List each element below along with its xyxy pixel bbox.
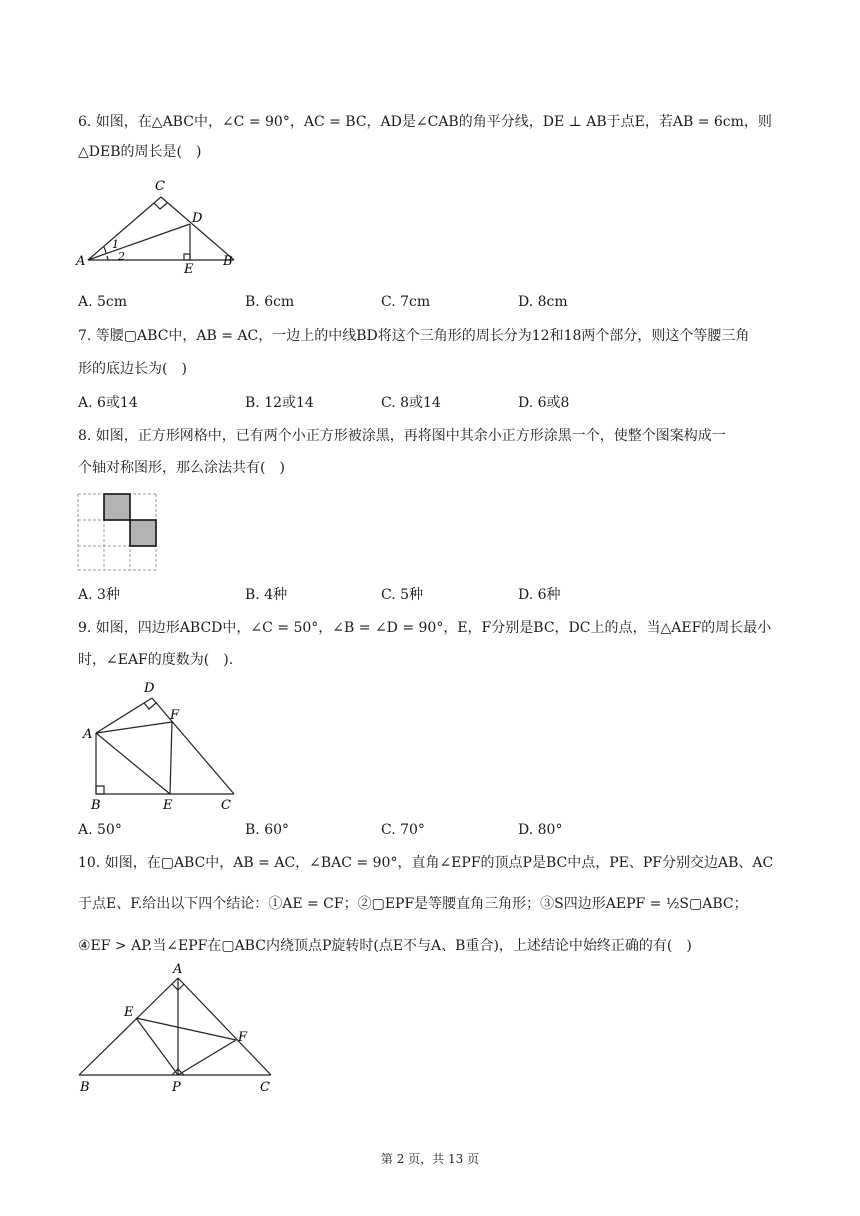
q10-label-a: A [173,962,183,977]
q10-label-p: P [172,1080,181,1095]
q6-label-d: D [192,211,203,226]
q8-shaded-square-2 [130,520,156,546]
q6-stem-line2: △DEB的周长是( ) [78,144,202,160]
q6-angle-1: 1 [112,238,119,251]
q6-label-e: E [184,262,194,276]
q6-angle-2: 2 [118,250,125,263]
q8-stem-line2: 个轴对称图形，那么涂法共有( ) [78,460,285,476]
q9-figure [76,678,246,814]
q8-option-b[interactable]: B. 4种 [245,587,288,603]
q9-option-d[interactable]: D. 80° [518,822,563,838]
q6-label-b: B [223,254,233,269]
q9-stem-line2: 时，∠EAF的度数为( ). [78,652,234,668]
q6-option-d[interactable]: D. 8cm [518,294,568,310]
q10-figure [72,960,284,1096]
q9-label-f: F [170,708,180,723]
q9-option-a[interactable]: A. 50° [78,822,122,838]
q7-stem-line1: 7. 等腰▢ABC中，AB = AC，一边上的中线BD将这个三角形的周长分为12和18两个部分，则这个等腰三角 [78,328,750,344]
q8-option-c[interactable]: C. 5种 [381,587,424,603]
q9-label-d: D [144,681,155,696]
q9-label-e: E [163,798,173,813]
q10-stem-line1: 10. 如图，在▢ABC中，AB = AC，∠BAC = 90°，直角∠EPF的顶点P是BC中点，PE、PF分别交边AB、AC [78,855,774,871]
q7-option-a[interactable]: A. 6或14 [78,395,138,411]
q6-option-b[interactable]: B. 6cm [245,294,295,310]
q6-stem-line1: 6. 如图，在△ABC中，∠C = 90°，AC = BC，AD是∠CAB的角平分线，DE ⊥ AB于点E，若AB = 6cm，则 [78,114,772,130]
q10-label-c: C [260,1080,270,1095]
q6-figure [74,176,244,276]
q7-stem-line2: 形的底边长为( ) [78,361,187,377]
q10-label-e: E [124,1005,134,1020]
q8-grid-figure [76,492,160,574]
q8-stem-line1: 8. 如图，正方形网格中，已有两个小正方形被涂黑，再将图中其余小正方形涂黑一个，使整个图案构成一 [78,428,726,444]
q9-label-a: A [83,727,93,742]
q6-label-a: A [76,254,86,269]
q9-label-c: C [221,798,231,813]
q6-option-c[interactable]: C. 7cm [381,294,431,310]
q7-option-c[interactable]: C. 8或14 [381,395,441,411]
q8-shaded-square-1 [104,494,130,520]
q9-option-c[interactable]: C. 70° [381,822,425,838]
page-footer: 第 2 页，共 13 页 [380,1152,480,1166]
q9-label-b: B [91,798,101,813]
q9-option-b[interactable]: B. 60° [245,822,290,838]
q8-option-d[interactable]: D. 6种 [518,587,561,603]
q6-label-c: C [155,179,165,194]
q10-stem-line2: 于点E、F.给出以下四个结论：①AE = CF；②▢EPF是等腰直角三角形；③S四边形AEPF = ½S▢ABC； [78,896,748,912]
q7-option-d[interactable]: D. 6或8 [518,395,570,411]
q10-stem-line3: ④EF > AP.当∠EPF在▢ABC内绕顶点P旋转时(点E不与A、B重合)，上述结论中始终正确的有( ) [78,938,692,954]
q7-option-b[interactable]: B. 12或14 [245,395,314,411]
q10-label-f: F [238,1030,248,1045]
q8-option-a[interactable]: A. 3种 [78,587,120,603]
q9-stem-line1: 9. 如图，四边形ABCD中，∠C = 50°，∠B = ∠D = 90°，E，F分别是BC，DC上的点，当△AEF的周长最小 [78,620,772,636]
q6-option-a[interactable]: A. 5cm [78,294,128,310]
q10-label-b: B [80,1080,90,1095]
